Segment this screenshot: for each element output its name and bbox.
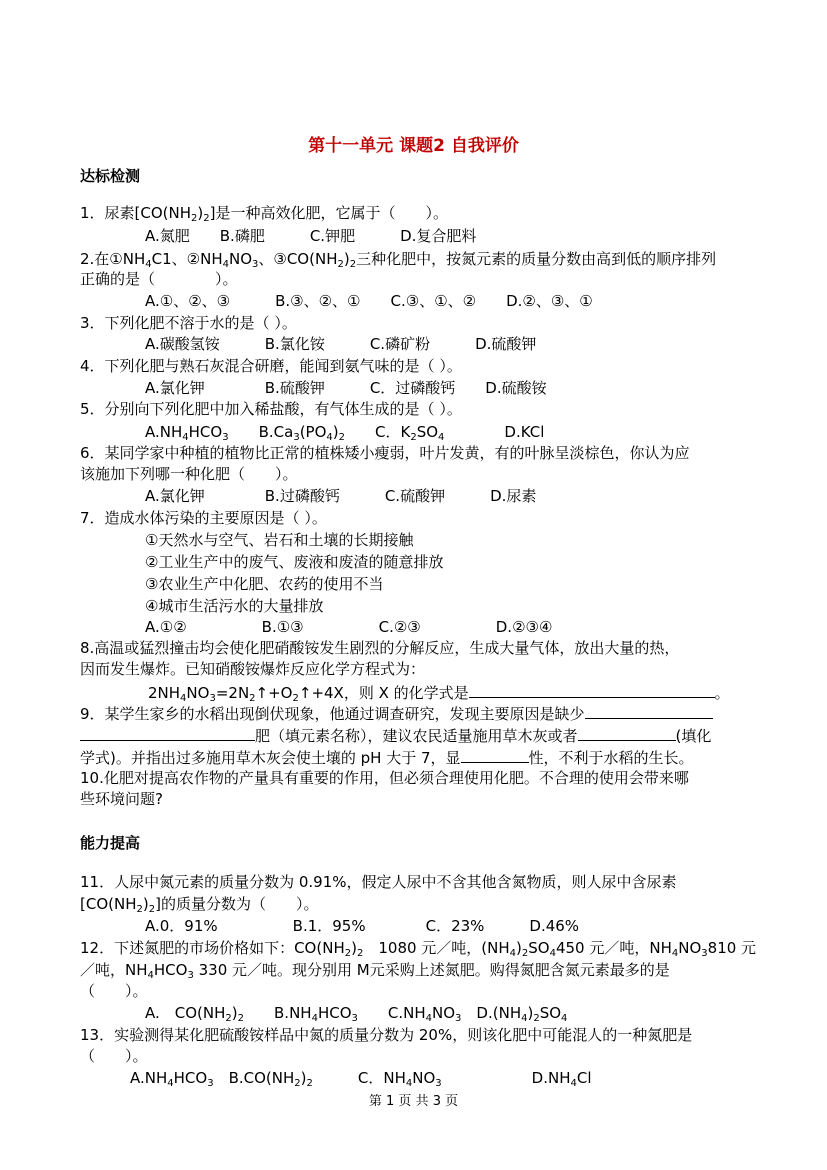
question-7-item: ④城市生活污水的大量排放 (145, 597, 324, 615)
question-8-stem-cont: 因而发生爆炸。已知硝酸铵爆炸反应化学方程式为： (80, 660, 426, 678)
question-3-stem: 3．下列化肥不溶于水的是（ ）。 (80, 314, 297, 332)
question-13-stem-cont: （ ）。 (80, 1047, 148, 1065)
answer-blank[interactable] (585, 703, 713, 719)
question-7-stem: 7．造成水体污染的主要原因是（ ）。 (80, 509, 327, 527)
section-heading-advanced: 能力提高 (80, 834, 141, 852)
question-7-options: A.①② B.①③ C.②③ D.②③④ (145, 618, 553, 636)
question-7-item: ②工业生产中的废气、废液和废渣的随意排放 (145, 553, 444, 571)
question-11-stem-cont: $[CO(NH_2)_2]$的质量分数为（ ）。 (80, 895, 319, 915)
question-12-stem: 12．下述氮肥的市场价格如下：$CO(NH_2)_2$ 1080 元／吨，$(NH_4)_2SO_4450$ 元／吨，$NH_4NO_3810$ 元 (80, 939, 757, 959)
question-2-stem: 2.在$①NH_4C1$、$②NH_4NO_3$、$③CO(NH_2)_2$三种化肥中，按氮元素的质量分数由高到低的顺序排列 (80, 250, 717, 270)
question-12-options: A. $CO(NH_2)_2$ $B.NH_4HCO_3$ $C.NH_4NO_3$ $D.(NH_4)_2SO_4$ (145, 1004, 568, 1024)
question-7-item: ③农业生产中化肥、农药的使用不当 (145, 575, 384, 593)
question-12-stem-cont: ／吨，$NH_4HCO_3$ 330 元／吨。现分别用 M元采购上述氮肥。购得氮肥含氮元素最多的是 (80, 961, 670, 981)
question-4-stem: 4．下列化肥与熟石灰混合研磨，能闻到氨气味的是（ ）。 (80, 357, 462, 375)
question-1-stem: 1．尿素$[CO(NH_2)_2]$是一种高效化肥，它属于（ ）。 (80, 204, 448, 224)
question-9-stem: 9．某学生家乡的水稻出现倒伏现象，他通过调查研究，发现主要原因是缺少 (80, 703, 713, 724)
page-footer: 第 1 页 共 3 页 (368, 1094, 459, 1109)
answer-blank[interactable] (461, 747, 529, 763)
question-10-stem-cont: 些环境问题? (80, 790, 163, 808)
question-6-options: A.氯化钾 B.过磷酸钙 C.硫酸钾 D.尿素 (145, 487, 537, 505)
question-7-item: ①天然水与空气、岩石和土壤的长期接触 (145, 531, 414, 549)
question-13-stem: 13．实验测得某化肥硫酸铵样品中氮的质量分数为 20%，则该化肥中可能混人的一种氮肥是 (80, 1026, 693, 1044)
question-10-stem: 10.化肥对提高农作物的产量具有重要的作用，但必须合理使用化肥。不合理的使用会带来哪 (80, 769, 689, 787)
question-1-options: A.氮肥 B.磷肥 C.钾肥 D.复合肥料 (145, 227, 477, 245)
question-12-stem-cont2: （ ）。 (80, 982, 148, 1000)
question-3-options: A.碳酸氢铵 B.氯化铵 C.磷矿粉 D.硫酸钾 (145, 335, 537, 353)
question-5-options: $A.NH_4HCO_3$ $B.Ca_3(PO_4)_2$ C．$K_2SO_4$ D.KCl (145, 423, 545, 443)
question-13-options: $A.NH_4HCO_3$ $B.CO(NH_2)_2$ C．$NH_4NO_3$ $D.NH_4Cl$ (130, 1069, 592, 1089)
question-5-stem: 5．分别向下列化肥中加入稀盐酸，有气体生成的是（ ）。 (80, 400, 462, 418)
section-heading-basic: 达标检测 (80, 167, 141, 185)
answer-blank[interactable] (469, 682, 715, 698)
question-8-equation: $2NH_4NO_3=2N_2↑+O_2↑+4X$，则 X 的化学式是 。 (148, 684, 730, 704)
question-4-options: A.氯化钾 B.硫酸钾 C．过磷酸钙 D.硫酸铵 (145, 379, 547, 397)
question-2-stem-cont: 正确的是（ ）。 (80, 270, 238, 288)
question-9-stem-cont: 肥（填元素名称），建议农民适量施用草木灰或者 (填化 (80, 725, 711, 746)
question-9-stem-cont2: 学式)。并指出过多施用草木灰会使土壤的 pH 大于 7，显 性，不利于水稻的生长。 (80, 749, 694, 767)
answer-blank[interactable] (578, 725, 676, 741)
answer-blank[interactable] (80, 725, 255, 741)
question-8-stem: 8.高温或猛烈撞击均会使化肥硝酸铵发生剧烈的分解反应，生成大量气体，放出大量的热， (80, 639, 680, 657)
question-11-stem: 11．人尿中氮元素的质量分数为 0.91%，假定人尿中不含其他含氮物质，则人尿中含尿素 (80, 873, 677, 891)
page-title: 第十一单元 课题2 自我评价 (308, 136, 519, 156)
question-6-stem: 6．某同学家中种植的植物比正常的植株矮小瘦弱，叶片发黄，有的叶脉呈淡棕色，你认为应 (80, 444, 690, 462)
question-11-options: A.0．91% B.1．95% C．23% D.46% (145, 917, 580, 935)
question-2-options: A.①、②、③ B.③、②、① C.③、①、② D.②、③、① (145, 292, 593, 310)
question-6-stem-cont: 该施加下列哪一种化肥（ ）。 (80, 465, 298, 483)
